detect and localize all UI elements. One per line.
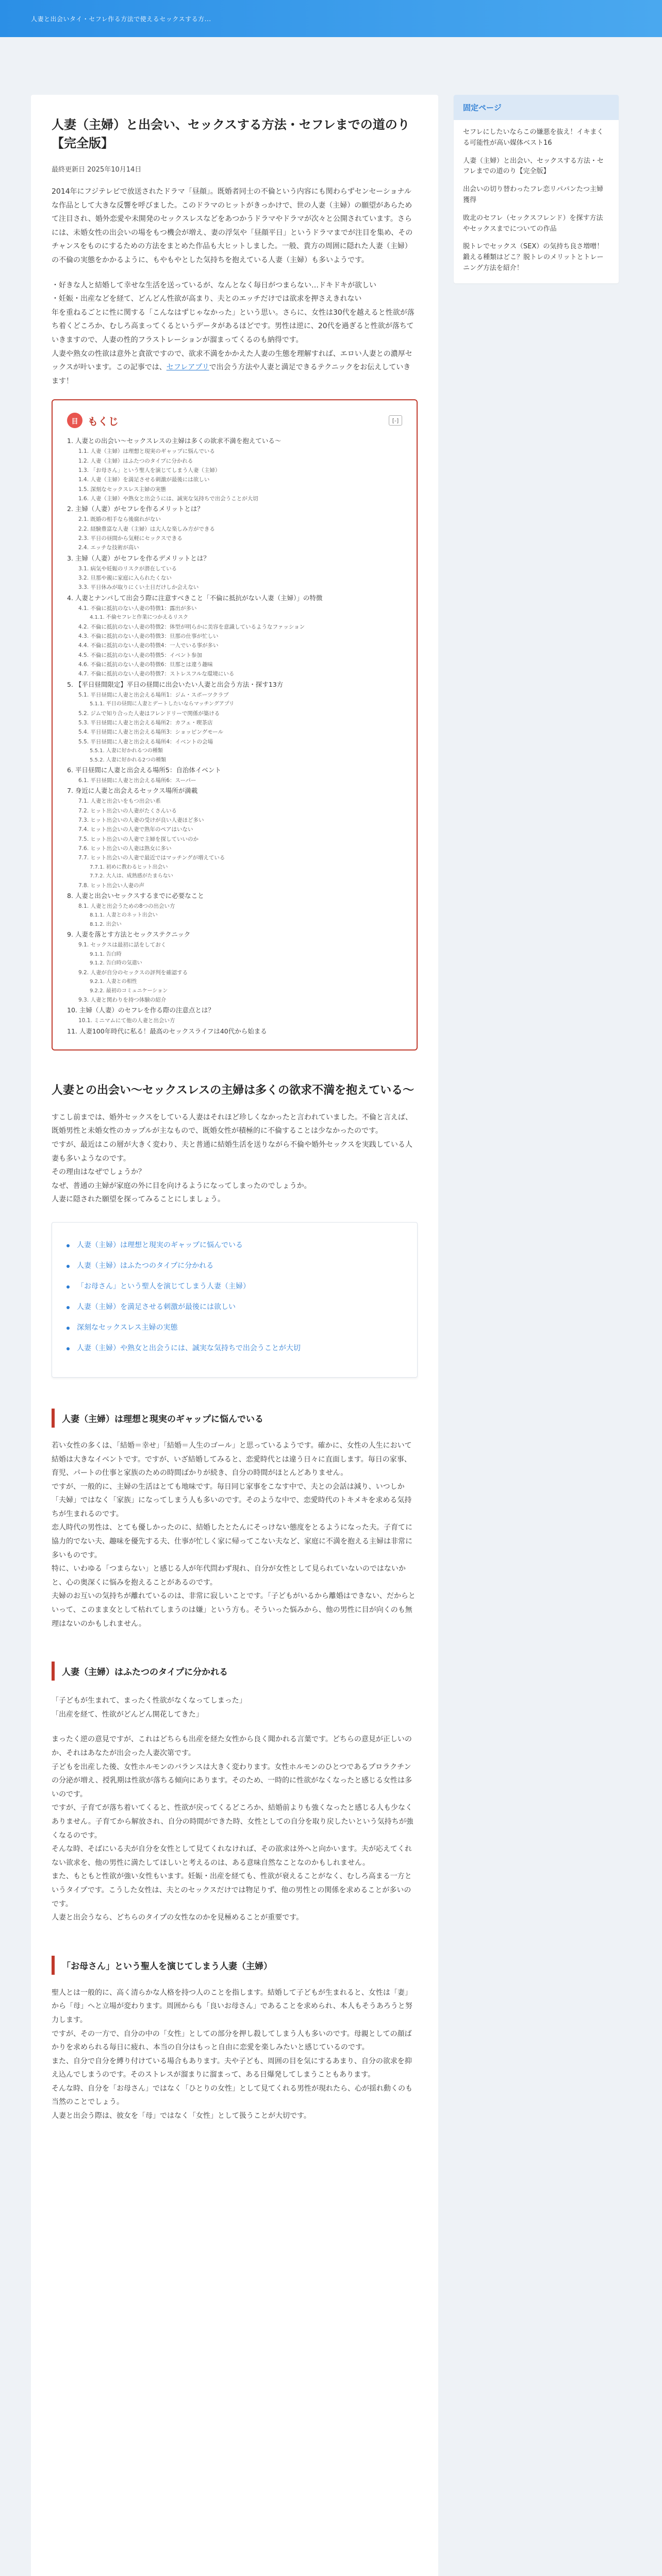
sidebar-item[interactable]: 脱トレでセックス（SEX）の気持ち良さ増噌！鍛える種類はどこ？脱トレのメリットとトレーニング方法を紹介！: [463, 243, 604, 272]
toc-item[interactable]: 9.2.1. 人妻との相性: [90, 979, 137, 985]
toc-item[interactable]: 4.6. 不倫に抵抗のない人妻の特徴6：旦那とは違う趣味: [78, 662, 213, 668]
toc-item[interactable]: 9.2.2. 最初のコミュニケーション: [90, 988, 168, 994]
section-link-item[interactable]: 人妻（主婦）や熟女と出会うには、誠実な気持ちで出会うことが大切: [67, 1341, 403, 1355]
toc-item[interactable]: 9. 人妻を落とす方法とセックステクニック: [67, 930, 191, 939]
toc-item[interactable]: 4.2. 不倫に抵抗のない人妻の特徴2：体型が明らかに美容を意識しているようなファッション: [78, 623, 305, 630]
toc-item[interactable]: 7.6. ヒット出会いの人妻は熟女に多い: [78, 845, 172, 852]
toc-item[interactable]: 8.1. 人妻と出会うための8つの出会い方: [78, 903, 175, 910]
toc-item[interactable]: 6.1. 平日昼間に人妻と出会える場所6：スーパー: [78, 777, 196, 784]
toc-item[interactable]: 6. 平日昼間に人妻と出会える場所5：自治体イベント: [67, 766, 221, 774]
toc-item[interactable]: 4. 人妻とナンパして出会う際に注意すべきこと「不倫に抵抗がない人妻（主婦）」の特徴: [67, 594, 323, 602]
intro-paragraph-1: 2014年にフジテレビで放送されたドラマ「昼顔」。既婚者同士の不倫という内容にも関わらずセンセーショナルな作品として大きな反響を呼びました。このドラマのヒットがきっかけで、世の人妻（主婦）の願望があらためて注目され、婚外恋愛や未開発のセックスレスなどをあつかうドラマやドラマが次々と公開されています。さらには、未婚女性の出会いの場をもつ機会が増え、妻の浮気や「昼顔平日」というドラマまでが注目を集め、そのチャンスをものにするための方法をまとめた作品も大ヒットしました。一般、貴方の周囲に隠れた人妻（主婦）の不倫の実態をかかるように、もやもやとした気持ちを抱えている人妻（主婦）も多いようです。: [52, 188, 413, 264]
toc-icon: 目: [67, 413, 82, 428]
toc-item[interactable]: 4.7. 不倫に抵抗のない人妻の特徴7：ストレスフルな環境にいる: [78, 671, 235, 677]
subsection-paragraph-3: 聖人とは一般的に、高く清らかな人格を持つ人のことを指します。結婚して子どもが生まれると、女性は「妻」から「母」へと立場が変わります。周囲からも「良いお母さん」であることを求められ、本人もそうあろうと努力します。 ですが、その一方で、自分の中の「女性」としての部分を押し殺してしまう人も多いのです。母親としての顔ばかりを求められる毎日に疲れ、本当の自分はもっと自由に恋愛を楽しみたいと感じているのです。 また、自分で自分を縛り付けている場合もあります。夫や子ども、周囲の目を気にするあまり、自分の欲求を抑え込んでしまうのです。そのストレスが溜まりに溜まって、ある日爆発してしまうこともあります。 そんな時、自分を「お母さん」ではなく「ひとりの女性」として見てくれる男性が現れたら、心が揺れ動くのも当然のことでしょう。 人妻と出会う際は、彼女を「母」ではなく「女性」として扱うことが大切です。: [52, 1988, 412, 2121]
toc-item[interactable]: 7.5. ヒット出会いの人妻で主婦を探していいのか: [78, 836, 199, 842]
section-heading: 人妻との出会い〜セックスレスの主婦は多くの欲求不満を抱えている〜: [52, 1083, 415, 1097]
subsection-quote: 「子どもが生まれて、まったく性欲がなくなってしまった」 「出産を経て、性欲がどんどん開花してきた」: [52, 1697, 246, 1719]
toc-item[interactable]: 7.3. ヒット出会いの人妻の受けが良い人妻ほど多い: [78, 817, 204, 823]
toc-list: [67, 435, 402, 1037]
toc-item[interactable]: 9.2. 人妻が自分のセックスの評判を確認する: [78, 969, 188, 976]
updated-date: 最終更新日 2025年10月14日: [52, 166, 142, 174]
toc-item[interactable]: 10. 主婦（人妻）のセフレを作る際の注意点とは？: [67, 1006, 214, 1014]
toc-item[interactable]: 5.5.2. 人妻に好かれる2つの種類: [90, 757, 167, 763]
sidebar-item[interactable]: 人妻（主婦）と出会い、セックスする方法・セフレまでの道のり【完全版】: [463, 157, 604, 176]
toc-item[interactable]: 2.3. 平日の昼間から気軽にセックスできる: [78, 535, 183, 542]
toc-toggle-button[interactable]: [-]: [389, 415, 402, 426]
toc-item[interactable]: 10.1. ミニマムにて他の人妻と出会い方: [78, 1018, 175, 1024]
toc-item[interactable]: 8. 人妻と出会いセックスするまでに必要なこと: [67, 892, 204, 900]
toc-item[interactable]: 5.2. ジムで知り合った人妻はフレンドリーで関係が築ける: [78, 710, 220, 717]
toc-item[interactable]: 7.7.2. 大人は、成熟感がたまらない: [90, 873, 173, 879]
toc-item[interactable]: 9.3. 人妻と関わりを持つ体験の紹介: [78, 997, 167, 1004]
toc-item[interactable]: 11. 人妻100年時代に私る！最高のセックスライフは40代から始まる: [67, 1027, 267, 1035]
toc-item[interactable]: 7.1. 人妻と出会いをもつ出会い系: [78, 798, 161, 805]
toc-item[interactable]: 7.4. ヒット出会いの人妻で熟年のペアはいない: [78, 826, 193, 833]
section-link-item[interactable]: 「お母さん」という聖人を演じてしまう人妻（主婦）: [67, 1279, 403, 1294]
section-link-item[interactable]: 人妻（主婦）を満足させる刺激が最後には欲しい: [67, 1300, 403, 1314]
toc-item[interactable]: 7. 身近に人妻と出会えるセックス場所が満載: [67, 787, 198, 795]
toc-item[interactable]: 3.3. 平日休みが取りにくい土日だけしか会えない: [78, 584, 199, 591]
toc-item[interactable]: 4.1.1. 不倫セフレと作業につかえるリスク: [90, 615, 189, 621]
section-link-list: [67, 1238, 403, 1355]
toc-title: もくじ: [88, 415, 119, 428]
toc-item[interactable]: 7.2. ヒット出会いの人妻がたくさんいる: [78, 807, 177, 814]
toc-item[interactable]: 2.4. エッチな技術が高い: [78, 545, 139, 551]
breadcrumb[interactable]: 人妻と出会いタイ・セフレ作る方法で使えるセックスする方...: [31, 15, 211, 23]
sidebar-item[interactable]: 出会いの切り替わったフレ恋リパパンたつ主婦獲得: [463, 185, 603, 204]
section-link-item[interactable]: 人妻（主婦）は理想と現実のギャップに悩んでいる: [67, 1238, 403, 1252]
toc-item[interactable]: 5.5.1. 人妻に好かれるつの種類: [90, 748, 163, 754]
toc-header: [67, 413, 402, 428]
section-link-box: [52, 1222, 418, 1378]
intro-paragraph-2: ・好きな人と結婚して幸せな生活を送っているが、なんとなく毎日がつまらない…ドキドキが欲しい ・妊娠・出産などを経て、どんどん性欲が高まり、夫とのエッチだけでは欲求を押さえきれない 年を重ねるごとに性に関する「こんなはずじゃなかった」という思い。さらに、女性は30代を越えると性欲が落ち着くどころか、むしろ高まってくるというデータがあるほどです。男性は逆に、20代を過ぎると性欲が落ちていきますので、人妻の性的フラストレーションが溜まってくるのも納得です。 人妻や熟女の性欲は意外と貪欲ですので、欲求不満をかかえた人妻の生態を理解すれば、エロい人妻との濃厚セックスが叶います。この記事では、セフレアプリで出会う方法や人妻と満足できるテクニックをお伝えしていきます！: [52, 281, 415, 385]
toc-item[interactable]: 2.1. 既婚の相手なら後腐れがない: [78, 516, 161, 523]
table-of-contents: [52, 399, 418, 1050]
toc-item[interactable]: 5.3. 平日昼間に人妻と出会える場所2：カフェ・喫茶店: [78, 719, 213, 726]
page-title: 人妻（主婦）と出会い、セックスする方法・セフレまでの道のり【完全版】: [52, 117, 410, 150]
toc-item[interactable]: 7.8. ヒット出会い人妻の声: [78, 882, 145, 889]
toc-item[interactable]: 5.4. 平日昼間に人妻と出会える場所3：ショッピングモール: [78, 729, 224, 736]
sidebar-box: [454, 95, 619, 283]
toc-item[interactable]: 8.1.2. 出会い: [90, 921, 122, 927]
subsection-paragraph-2: まったく逆の意見ですが、これはどちらも出産を経た女性から良く聞かれる言葉です。どちらの意見が正しいのか、それはあなたが出会った人妻次第です。 子どもを出産した後、女性ホルモンのバランスは大きく変わります。女性ホルモンのひとつであるプロラクチンの分泌が増え、授乳期は性欲が落ちる傾向にあります。そのため、一時的に性欲がなくなったと感じる女性は多いのです。 ですが、子育てが落ち着いてくると、性欲が戻ってくるどころか、結婚前よりも強くなったと感じる人も少なくありません。子育てから解放され、自分の時間ができた時、女性としての自分を取り戻したいという気持ちが強くなるのです。 そんな時、そばにいる夫が自分を女性として見てくれなければ、その欲求は外へと向かいます。夫が応えてくれない欲求を、他の男性に満たしてほしいと考えるのは、ある意味自然なことなのかもしれません。 また、もともと性欲が強い女性もいます。妊娠・出産を経ても、性欲が衰えることがなく、むしろ高まる一方というタイプです。こうした女性は、夫とのセックスだけでは物足りず、他の男性との関係を求めることが多いのです。 人妻と出会うなら、どちらのタイプの女性なのかを見極めることが重要です。: [52, 1735, 413, 1922]
sidebar-item[interactable]: 敗北のセフレ（セックスフレンド）を探す方法やセックスまでについての作品: [463, 214, 603, 233]
toc-item[interactable]: 1. 人妻との出会い〜セックスレスの主婦は多くの欲求不満を抱えている〜: [67, 437, 282, 445]
sidebar-item[interactable]: セフレにしたいならこの嫌悪を抜え！イキまくる可能性が高い媒体ベスト16: [463, 128, 604, 147]
toc-item[interactable]: 8.1.1. 人妻とのネット出会い: [90, 912, 158, 919]
toc-item[interactable]: 9.1. セックスは最初に話をしておく: [78, 942, 167, 948]
toc-item[interactable]: 7.7. ヒット出会いの人妻で最近ではマッチングが増えている: [78, 855, 225, 861]
toc-item[interactable]: 3.1. 病気や妊娠のリスクが潜在している: [78, 565, 177, 572]
toc-item[interactable]: 1.3. 「お母さん」という聖人を演じてしまう人妻（主婦）: [78, 467, 221, 473]
sidebar-title: 固定ページ: [454, 95, 619, 120]
subsection-paragraph-1: 若い女性の多くは、「結婚＝幸せ」「結婚＝人生のゴール」と思っているようです。確かに、女性の人生において結婚は大きなイベントです。ですが、いざ結婚してみると、恋愛時代とは違う日々に直面します。毎日の家事、育児、パートの仕事と家族のための時間ばかりが続き、自分の時間がほとんどありません。 ですが、一般的に、主婦の生活はとても地味です。毎日同じ家事をこなす中で、夫との会話は減り、いつしか「夫婦」ではなく「家族」になってしまう人も多いのです。そのような中で、恋愛時代のトキメキを求める気持ちが生まれるのです。 恋人時代の男性は、とても優しかったのに、結婚したとたんにそっけない態度をとるようになった夫。子育てに協力的でない夫、趣味を優先する夫、仕事が忙しく家に帰ってこない夫など、家庭に不満を抱える主婦は非常に多いものです。 特に、いわゆる「つまらない」と感じる人が年代問わず現れ、自分が女性として見られていないのではないかと、心の奥深くに悩みを抱えることがあるのです。 夫婦のお互いの気持ちが離れているのは、非常に寂しいことです。「子どもがいるから離婚はできない、だからといって、このまま女として枯れてしまうのは嫌」という方も。そういった悩みから、他の男性に目が向くのも無理はないのかもしれません。: [52, 1441, 416, 1628]
toc-item[interactable]: 4.3. 不倫に抵抗のない人妻の特徴3：旦那の仕事が忙しい: [78, 633, 219, 639]
toc-item[interactable]: 1.2. 人妻（主婦）はふたつのタイプに分かれる: [78, 457, 193, 464]
toc-item[interactable]: 2. 主婦（人妻）がセフレを作るメリットとは？: [67, 505, 204, 513]
toc-item[interactable]: 1.4. 人妻（主婦）を満足させる刺激が最後には欲しい: [78, 477, 210, 483]
toc-item[interactable]: 9.1.2. 告白時の気遣い: [90, 960, 142, 967]
toc-item[interactable]: 2.2. 経験豊富な人妻（主婦）は大人な楽しみ方ができる: [78, 526, 215, 532]
subsection-heading-1: 人妻（主婦）は理想と現実のギャップに悩んでいる: [52, 1409, 418, 1428]
section-link-item[interactable]: 人妻（主婦）はふたつのタイプに分かれる: [67, 1259, 403, 1273]
toc-item[interactable]: 7.7.1. 初めに教わるヒット出会い: [90, 864, 168, 870]
subsection-heading-2: 人妻（主婦）はふたつのタイプに分かれる: [52, 1662, 418, 1681]
article-main: [31, 95, 438, 2576]
toc-item[interactable]: 4.4. 不倫に抵抗のない人妻の特徴4：一人でいる事が多い: [78, 642, 219, 649]
section-paragraph: すこし前までは、婚外セックスをしている人妻はそれほど珍しくなかったと言われていました。不倫と言えば、既婚男性と未婚女性のカップルが主なもので、既婚女性が積極的に不倫することは少なかったのです。 ですが、最近はこの層が大きく変わり、夫と普通に結婚生活を送りながら不倫や婚外セックスを実践している人妻も多いようなのです。 その理由はなぜでしょうか？ なぜ、普通の主婦が家庭の外に目を向けるようになってしまったのでしょうか。 人妻に隠された願望を探ってみることにしましょう。: [52, 1113, 412, 1204]
subsection-heading-3: 「お母さん」という聖人を演じてしまう人妻（主婦）: [52, 1956, 418, 1975]
inline-link[interactable]: セフレアプリ: [166, 363, 209, 372]
toc-item[interactable]: 5.1. 平日昼間に人妻と出会える場所1：ジム・スポーツクラブ: [78, 691, 229, 698]
toc-item[interactable]: 1.6. 人妻（主婦）や熟女と出会うには、誠実な気持ちで出会うことが大切: [78, 496, 258, 502]
toc-item[interactable]: 4.5. 不倫に抵抗のない人妻の特徴5：イベント参加: [78, 652, 203, 658]
toc-item[interactable]: 3. 主婦（人妻）がセフレを作るデメリットとは？: [67, 554, 210, 562]
toc-item[interactable]: 1.1. 人妻（主婦）は理想と現実のギャップに悩んでいる: [78, 448, 215, 455]
toc-item[interactable]: 5.1.1. 平日の昼間に人妻とデートしたいならマッチングアプリ: [90, 701, 235, 707]
toc-item[interactable]: 9.1.1. 告白時: [90, 951, 122, 957]
toc-item[interactable]: 5.5. 平日昼間に人妻と出会える場所4：イベントの会場: [78, 738, 213, 745]
section-link-item[interactable]: 深刻なセックスレス主婦の実態: [67, 1320, 403, 1335]
sidebar: [454, 95, 619, 283]
toc-item[interactable]: 5. 【平日昼間限定】平日の昼間に出会いたい人妻と出会う方法・探す13方: [67, 680, 284, 688]
toc-item[interactable]: 4.1. 不倫に抵抗のない人妻の特徴1：露出が多い: [78, 605, 197, 612]
toc-item[interactable]: 3.2. 旦那や親に家庭に入られたくない: [78, 575, 172, 582]
header-bar: [0, 0, 662, 37]
toc-item[interactable]: 1.5. 深刻なセックスレス主婦の実態: [78, 486, 166, 493]
